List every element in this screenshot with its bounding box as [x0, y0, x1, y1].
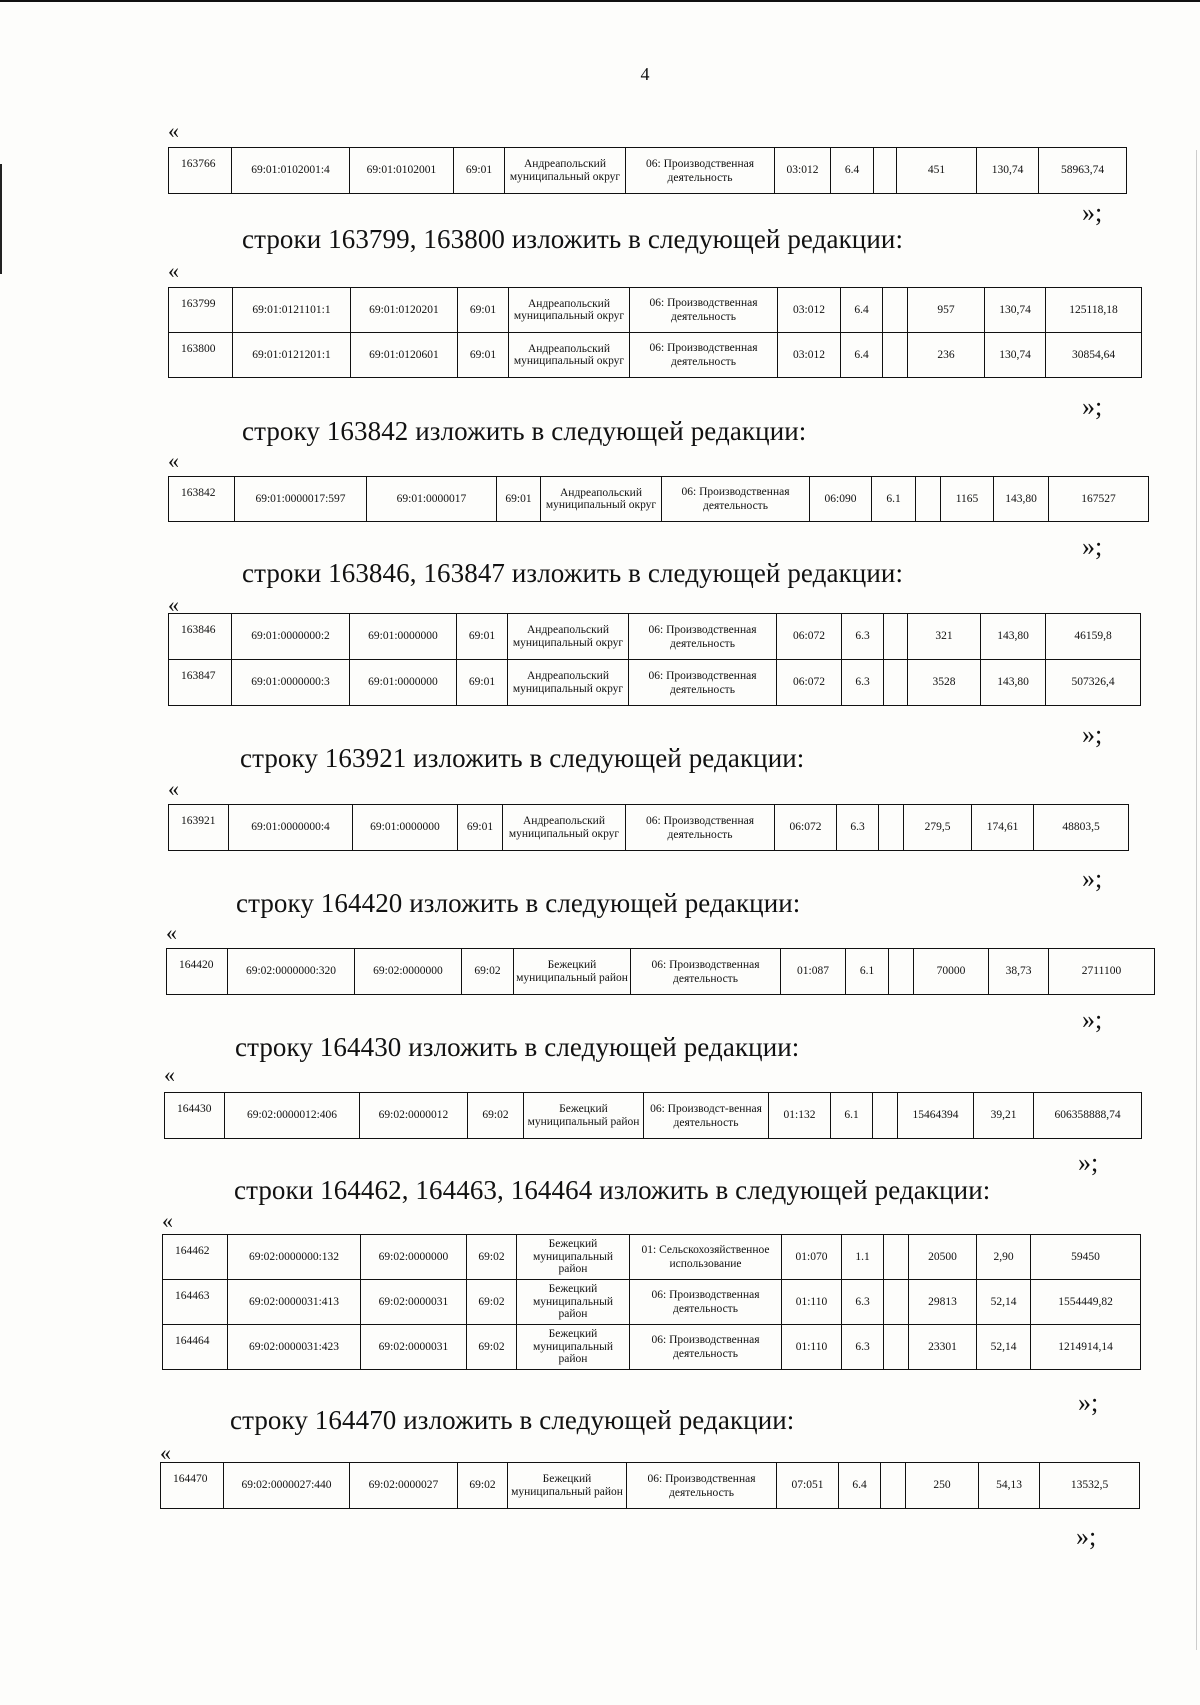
cell-rate: 143,80	[994, 477, 1049, 522]
cell-id: 163800	[169, 333, 233, 378]
cell-cadastral-block: 69:02:0000012	[360, 1093, 468, 1139]
section-heading: строку 164430 изложить в следующей редакции:	[235, 1032, 800, 1062]
opening-quote: «	[162, 1208, 173, 1233]
cell-district-code: 69:01	[457, 614, 508, 660]
cell-blank	[884, 660, 908, 706]
amended-rows-table	[168, 613, 1141, 706]
cell-use-code: 03:012	[778, 288, 841, 333]
amended-rows-table	[168, 287, 1142, 378]
cell-district-code: 69:02	[468, 1093, 524, 1139]
cell-rate: 143,80	[981, 660, 1046, 706]
cell-municipality: Андреапольский муниципальный округ	[503, 805, 626, 851]
closing-quote: »;	[1078, 1388, 1099, 1417]
cell-cadastral-number: 69:01:0121101:1	[233, 288, 351, 333]
cell-rate: 130,74	[985, 333, 1046, 378]
cell-value: 167527	[1049, 477, 1149, 522]
cell-id: 164420	[167, 949, 228, 995]
cell-district-code: 69:02	[462, 949, 514, 995]
table-row	[161, 1463, 1140, 1509]
cell-rate: 38,73	[989, 949, 1049, 995]
cell-blank	[881, 1463, 906, 1509]
cell-land-use: 06: Производственная деятельность	[626, 805, 775, 851]
cell-rate: 39,21	[974, 1093, 1034, 1139]
cell-cadastral-number: 69:01:0000000:2	[232, 614, 350, 660]
table-row	[163, 1235, 1141, 1280]
cell-use-code: 01:110	[782, 1325, 842, 1370]
cell-blank	[874, 148, 897, 194]
cell-land-use: 06: Производст-венная деятельность	[644, 1093, 769, 1139]
table-row	[169, 805, 1129, 851]
cell-rate: 52,14	[977, 1325, 1031, 1370]
table-row	[169, 614, 1141, 660]
cell-value: 1554449,82	[1031, 1280, 1141, 1325]
closing-quote: »;	[1082, 720, 1103, 749]
cell-blank	[884, 1235, 909, 1280]
closing-quote: »;	[1078, 1148, 1099, 1177]
cell-group: 6.1	[846, 949, 889, 995]
cell-area: 20500	[909, 1235, 977, 1280]
cell-blank	[884, 1325, 909, 1370]
cell-cadastral-block: 69:02:0000000	[355, 949, 462, 995]
cell-value: 13532,5	[1040, 1463, 1140, 1509]
cell-id: 163921	[169, 805, 229, 851]
amended-rows-table	[168, 147, 1127, 194]
cell-blank	[884, 614, 908, 660]
cell-cadastral-number: 69:02:0000000:132	[228, 1235, 361, 1280]
cell-municipality: Бежецкий муниципальный район	[524, 1093, 644, 1139]
cell-id: 163842	[169, 477, 235, 522]
cell-municipality: Андреапольский муниципальный округ	[509, 288, 630, 333]
cell-group: 6.3	[842, 660, 884, 706]
cell-area: 29813	[909, 1280, 977, 1325]
cell-group: 6.4	[841, 288, 883, 333]
cell-land-use: 06: Производственная деятельность	[630, 1325, 782, 1370]
amended-rows-table	[164, 1092, 1142, 1139]
cell-cadastral-number: 69:02:0000000:320	[228, 949, 355, 995]
cell-group: 6.3	[842, 1280, 884, 1325]
opening-quote: «	[168, 258, 179, 283]
cell-cadastral-block: 69:01:0102001	[350, 148, 454, 194]
opening-quote: «	[168, 118, 179, 143]
cell-municipality: Бежецкий муниципальный район	[517, 1280, 630, 1325]
table-row	[165, 1093, 1142, 1139]
cell-use-code: 06:072	[775, 805, 837, 851]
cell-value: 507326,4	[1046, 660, 1141, 706]
cell-district-code: 69:01	[497, 477, 541, 522]
cell-municipality: Андреапольский муниципальный округ	[508, 614, 629, 660]
cell-municipality: Бежецкий муниципальный район	[514, 949, 631, 995]
cell-use-code: 01:070	[782, 1235, 842, 1280]
cell-group: 6.4	[841, 333, 883, 378]
cell-district-code: 69:02	[467, 1280, 517, 1325]
cell-cadastral-block: 69:02:0000000	[361, 1235, 467, 1280]
cell-id: 163846	[169, 614, 232, 660]
cell-blank	[916, 477, 941, 522]
section-heading: строку 163842 изложить в следующей редакции:	[242, 416, 807, 446]
cell-municipality: Андреапольский муниципальный округ	[541, 477, 662, 522]
cell-municipality: Андреапольский муниципальный округ	[508, 660, 629, 706]
cell-id: 163799	[169, 288, 233, 333]
opening-quote: «	[168, 448, 179, 473]
cell-district-code: 69:01	[454, 148, 505, 194]
cell-use-code: 01:087	[781, 949, 846, 995]
cell-group: 6.1	[872, 477, 916, 522]
cell-area: 321	[908, 614, 981, 660]
cell-cadastral-number: 69:01:0000017:597	[235, 477, 367, 522]
cell-group: 1.1	[842, 1235, 884, 1280]
cell-cadastral-number: 69:01:0102001:4	[232, 148, 350, 194]
amended-rows-table	[168, 476, 1149, 522]
cell-district-code: 69:02	[467, 1235, 517, 1280]
cell-blank	[883, 288, 908, 333]
cell-land-use: 06: Производственная деятельность	[627, 1463, 777, 1509]
cell-cadastral-block: 69:01:0000000	[350, 614, 457, 660]
cell-area: 957	[908, 288, 985, 333]
cell-value: 46159,8	[1046, 614, 1141, 660]
closing-quote: »;	[1082, 532, 1103, 561]
scan-left-mark	[0, 164, 2, 274]
cell-use-code: 03:012	[778, 333, 841, 378]
cell-area: 250	[906, 1463, 979, 1509]
cell-district-code: 69:01	[458, 805, 503, 851]
cell-value: 606358888,74	[1034, 1093, 1142, 1139]
table-row	[163, 1325, 1141, 1370]
table-row	[169, 333, 1142, 378]
scan-top-edge	[0, 0, 1200, 2]
cell-rate: 130,74	[977, 148, 1039, 194]
cell-group: 6.4	[831, 148, 874, 194]
cell-land-use: 06: Производственная деятельность	[629, 614, 777, 660]
table-row	[169, 148, 1127, 194]
closing-quote: »;	[1082, 864, 1103, 893]
cell-municipality: Бежецкий муниципальный район	[517, 1325, 630, 1370]
cell-use-code: 01:132	[769, 1093, 831, 1139]
opening-quote: «	[160, 1440, 171, 1465]
cell-cadastral-block: 69:01:0120601	[351, 333, 458, 378]
cell-municipality: Андреапольский муниципальный округ	[505, 148, 626, 194]
cell-use-code: 03:012	[775, 148, 831, 194]
cell-land-use: 06: Производственная деятельность	[630, 1280, 782, 1325]
table-row	[167, 949, 1155, 995]
cell-use-code: 06:072	[777, 614, 842, 660]
cell-land-use: 06: Производственная деятельность	[626, 148, 775, 194]
amended-rows-table	[162, 1234, 1141, 1370]
cell-area: 451	[897, 148, 977, 194]
cell-area: 236	[908, 333, 985, 378]
cell-cadastral-number: 69:02:0000031:413	[228, 1280, 361, 1325]
cell-value: 2711100	[1049, 949, 1155, 995]
cell-cadastral-block: 69:01:0120201	[351, 288, 458, 333]
cell-land-use: 06: Производственная деятельность	[630, 288, 778, 333]
cell-cadastral-number: 69:01:0000000:4	[229, 805, 353, 851]
cell-value: 30854,64	[1046, 333, 1142, 378]
cell-rate: 54,13	[979, 1463, 1040, 1509]
cell-use-code: 01:110	[782, 1280, 842, 1325]
closing-quote: »;	[1082, 392, 1103, 421]
scan-right-edge	[1196, 150, 1197, 1650]
cell-land-use: 06: Производственная деятельность	[631, 949, 781, 995]
cell-value: 58963,74	[1039, 148, 1127, 194]
cell-use-code: 06:072	[777, 660, 842, 706]
cell-district-code: 69:02	[467, 1325, 517, 1370]
cell-cadastral-number: 69:02:0000031:423	[228, 1325, 361, 1370]
cell-area: 70000	[914, 949, 989, 995]
cell-land-use: 06: Производственная деятельность	[629, 660, 777, 706]
cell-value: 48803,5	[1034, 805, 1129, 851]
cell-blank	[873, 1093, 898, 1139]
cell-value: 59450	[1031, 1235, 1141, 1280]
cell-area: 3528	[908, 660, 981, 706]
cell-district-code: 69:02	[458, 1463, 508, 1509]
page-number: 4	[640, 64, 650, 84]
table-row	[169, 477, 1149, 522]
amended-rows-table	[160, 1462, 1140, 1509]
cell-cadastral-number: 69:02:0000012:406	[225, 1093, 360, 1139]
table-row	[169, 660, 1141, 706]
cell-cadastral-block: 69:02:0000031	[361, 1280, 467, 1325]
cell-rate: 52,14	[977, 1280, 1031, 1325]
cell-cadastral-block: 69:01:0000000	[353, 805, 458, 851]
cell-cadastral-number: 69:01:0121201:1	[233, 333, 351, 378]
cell-rate: 174,61	[972, 805, 1034, 851]
cell-blank	[883, 333, 908, 378]
cell-municipality: Андреапольский муниципальный округ	[509, 333, 630, 378]
cell-cadastral-block: 69:02:0000031	[361, 1325, 467, 1370]
amended-rows-table	[166, 948, 1155, 995]
cell-blank	[879, 805, 904, 851]
closing-quote: »;	[1076, 1522, 1097, 1551]
amended-rows-table	[168, 804, 1129, 851]
opening-quote: «	[164, 1062, 175, 1087]
cell-id: 164430	[165, 1093, 225, 1139]
cell-municipality: Бежецкий муниципальный район	[517, 1235, 630, 1280]
section-heading: строки 163799, 163800 изложить в следующей редакции:	[242, 224, 904, 254]
cell-id: 164470	[161, 1463, 224, 1509]
cell-id: 164462	[163, 1235, 228, 1280]
cell-municipality: Бежецкий муниципальный район	[508, 1463, 627, 1509]
cell-land-use: 06: Производственная деятельность	[630, 333, 778, 378]
cell-blank	[889, 949, 914, 995]
cell-area: 279,5	[904, 805, 972, 851]
cell-cadastral-number: 69:01:0000000:3	[232, 660, 350, 706]
cell-use-code: 07:051	[777, 1463, 839, 1509]
opening-quote: «	[168, 592, 179, 617]
cell-land-use: 06: Производственная деятельность	[662, 477, 810, 522]
cell-land-use: 01: Сельскохозяйственное использование	[630, 1235, 782, 1280]
cell-area: 15464394	[898, 1093, 974, 1139]
cell-rate: 130,74	[985, 288, 1046, 333]
cell-use-code: 06:090	[810, 477, 872, 522]
cell-district-code: 69:01	[457, 660, 508, 706]
cell-group: 6.3	[837, 805, 879, 851]
opening-quote: «	[168, 776, 179, 801]
section-heading: строку 164470 изложить в следующей редакции:	[230, 1405, 795, 1435]
cell-district-code: 69:01	[458, 288, 509, 333]
cell-group: 6.3	[842, 1325, 884, 1370]
cell-area: 23301	[909, 1325, 977, 1370]
cell-id: 163847	[169, 660, 232, 706]
section-heading: строку 164420 изложить в следующей редакции:	[236, 888, 801, 918]
cell-id: 164463	[163, 1280, 228, 1325]
section-heading: строку 163921 изложить в следующей редакции:	[240, 743, 805, 773]
cell-value: 125118,18	[1046, 288, 1142, 333]
cell-rate: 2,90	[977, 1235, 1031, 1280]
cell-cadastral-block: 69:02:0000027	[350, 1463, 458, 1509]
cell-group: 6.3	[842, 614, 884, 660]
section-heading: строки 163846, 163847 изложить в следующей редакции:	[242, 558, 904, 588]
cell-area: 1165	[941, 477, 994, 522]
closing-quote: »;	[1082, 1005, 1103, 1034]
cell-blank	[884, 1280, 909, 1325]
section-heading: строки 164462, 164463, 164464 изложить в следующей редакции:	[234, 1175, 991, 1205]
cell-cadastral-block: 69:01:0000017	[367, 477, 497, 522]
cell-district-code: 69:01	[458, 333, 509, 378]
cell-value: 1214914,14	[1031, 1325, 1141, 1370]
cell-group: 6.1	[831, 1093, 873, 1139]
cell-id: 164464	[163, 1325, 228, 1370]
cell-cadastral-block: 69:01:0000000	[350, 660, 457, 706]
opening-quote: «	[166, 920, 177, 945]
cell-rate: 143,80	[981, 614, 1046, 660]
cell-id: 163766	[169, 148, 232, 194]
cell-cadastral-number: 69:02:0000027:440	[224, 1463, 350, 1509]
closing-quote: »;	[1082, 198, 1103, 227]
cell-group: 6.4	[839, 1463, 881, 1509]
table-row	[169, 288, 1142, 333]
table-row	[163, 1280, 1141, 1325]
